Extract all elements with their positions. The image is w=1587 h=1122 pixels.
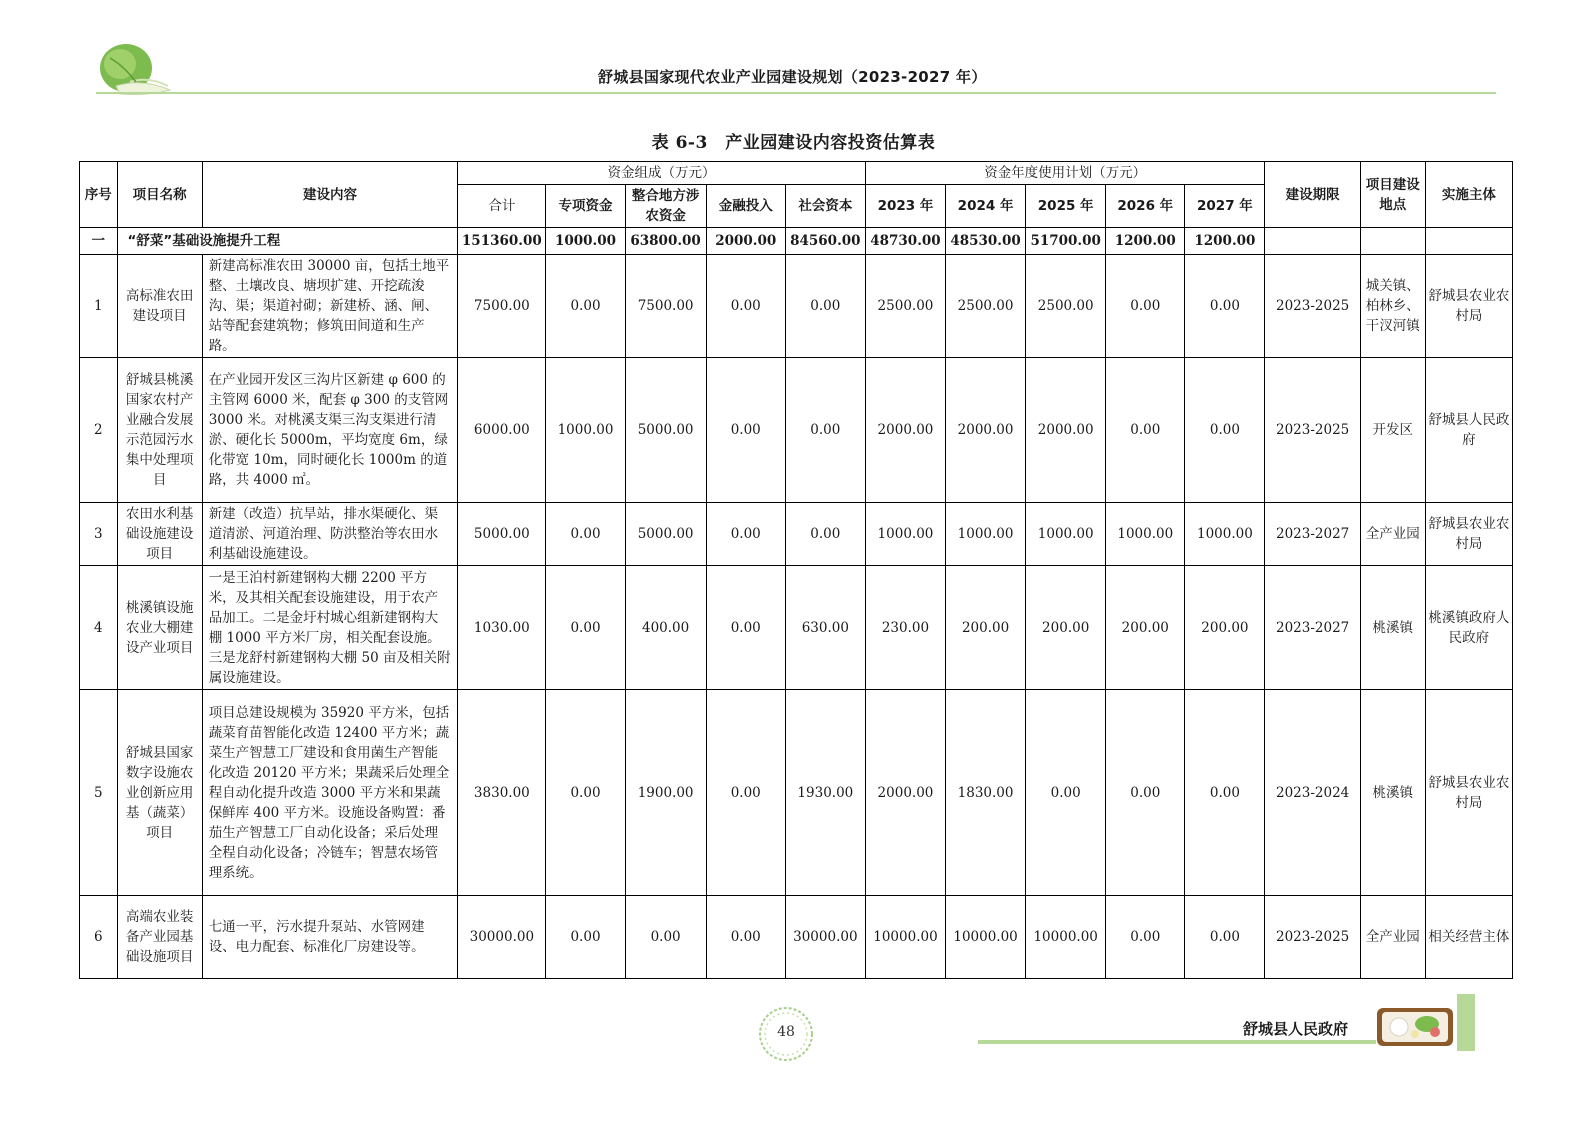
header-special: 专项资金 (546, 185, 625, 228)
row-y2026: 200.00 (1106, 566, 1185, 690)
row-owner: 桃溪镇政府人民政府 (1425, 566, 1512, 690)
row-y2024: 2000.00 (946, 358, 1026, 503)
table-row (80, 896, 1513, 979)
row-y2025: 2000.00 (1026, 358, 1106, 503)
summary-y2026: 1200.00 (1106, 228, 1185, 255)
header-integrated: 整合地方涉农资金 (625, 185, 706, 228)
row-y2024: 1830.00 (946, 690, 1026, 896)
table-row (80, 566, 1513, 690)
row-social: 30000.00 (785, 896, 865, 979)
header-period: 建设期限 (1265, 162, 1360, 228)
row-total: 1030.00 (458, 566, 546, 690)
row-project-name: 舒城县国家数字设施农业创新应用基（蔬菜）项目 (117, 690, 202, 896)
row-finance: 0.00 (706, 503, 785, 566)
table-row (80, 358, 1513, 503)
row-content: 新建（改造）抗旱站，排水渠硬化、渠道清淤、河道治理、防洪整治等农田水利基础设施建设。 (202, 503, 458, 566)
header-funding-group: 资金组成（万元） (458, 162, 866, 185)
row-project-name: 高标准农田建设项目 (117, 255, 202, 358)
row-owner: 舒城县农业农村局 (1425, 690, 1512, 896)
row-finance: 0.00 (706, 690, 785, 896)
summary-total: 151360.00 (458, 228, 546, 255)
row-seq: 2 (80, 358, 118, 503)
row-y2027: 200.00 (1185, 566, 1265, 690)
table-caption: 表 6-3 产业园建设内容投资估算表 (651, 133, 936, 153)
summary-integrated: 63800.00 (625, 228, 706, 255)
summary-y2025: 51700.00 (1026, 228, 1106, 255)
row-y2023: 2000.00 (865, 690, 945, 896)
row-location: 桃溪镇 (1360, 690, 1425, 896)
row-period: 2023-2025 (1265, 358, 1360, 503)
row-y2023: 2500.00 (865, 255, 945, 358)
row-y2025: 200.00 (1026, 566, 1106, 690)
summary-finance: 2000.00 (706, 228, 785, 255)
row-y2026: 1000.00 (1106, 503, 1185, 566)
row-y2023: 230.00 (865, 566, 945, 690)
summary-period (1265, 228, 1360, 255)
row-y2024: 10000.00 (946, 896, 1026, 979)
table-header-row (80, 162, 1513, 185)
header-seq: 序号 (80, 162, 118, 228)
row-period: 2023-2027 (1265, 503, 1360, 566)
header-y2027: 2027 年 (1185, 185, 1265, 228)
header-y2025: 2025 年 (1026, 185, 1106, 228)
row-project-name: 高端农业装备产业园基础设施项目 (117, 896, 202, 979)
row-finance: 0.00 (706, 566, 785, 690)
row-content: 一是王泊村新建钢构大棚 2200 平方米，及其相关配套设施建设，用于农产品加工。二是金圩村城心组新建钢构大棚 1000 平方米厂房，相关配套设施。三是龙舒村新建钢构大棚 50 亩及相关附属设施建设。 (202, 566, 458, 690)
row-y2027: 0.00 (1185, 255, 1265, 358)
summary-special: 1000.00 (546, 228, 625, 255)
row-seq: 6 (80, 896, 118, 979)
summary-location (1360, 228, 1425, 255)
row-integrated: 400.00 (625, 566, 706, 690)
row-owner: 舒城县农业农村局 (1425, 503, 1512, 566)
table-row (80, 503, 1513, 566)
page-number: 48 (777, 1024, 795, 1040)
row-location: 城关镇、柏林乡、干汊河镇 (1360, 255, 1425, 358)
row-integrated: 5000.00 (625, 358, 706, 503)
summary-y2027: 1200.00 (1185, 228, 1265, 255)
row-finance: 0.00 (706, 358, 785, 503)
header-location: 项目建设地点 (1360, 162, 1425, 228)
footer-accent-bar (1457, 994, 1475, 1051)
header-y2023: 2023 年 (865, 185, 945, 228)
row-integrated: 5000.00 (625, 503, 706, 566)
header-y2024: 2024 年 (946, 185, 1026, 228)
row-period: 2023-2025 (1265, 896, 1360, 979)
bok-choy-icon (96, 38, 178, 98)
row-seq: 1 (80, 255, 118, 358)
row-y2025: 1000.00 (1026, 503, 1106, 566)
header-total: 合计 (458, 185, 546, 228)
row-y2025: 2500.00 (1026, 255, 1106, 358)
row-y2026: 0.00 (1106, 690, 1185, 896)
row-owner: 舒城县农业农村局 (1425, 255, 1512, 358)
footer-divider (978, 1040, 1376, 1044)
row-seq: 3 (80, 503, 118, 566)
row-y2027: 0.00 (1185, 896, 1265, 979)
row-special: 0.00 (546, 896, 625, 979)
row-integrated: 0.00 (625, 896, 706, 979)
row-special: 1000.00 (546, 358, 625, 503)
row-seq: 4 (80, 566, 118, 690)
row-period: 2023-2024 (1265, 690, 1360, 896)
row-total: 30000.00 (458, 896, 546, 979)
row-social: 0.00 (785, 255, 865, 358)
row-y2027: 0.00 (1185, 690, 1265, 896)
row-y2024: 200.00 (946, 566, 1026, 690)
header-social: 社会资本 (785, 185, 865, 228)
row-project-name: 桃溪镇设施农业大棚建设产业项目 (117, 566, 202, 690)
row-y2026: 0.00 (1106, 255, 1185, 358)
row-integrated: 7500.00 (625, 255, 706, 358)
row-project-name: 农田水利基础设施建设项目 (117, 503, 202, 566)
row-seq: 5 (80, 690, 118, 896)
header-project-name: 项目名称 (117, 162, 202, 228)
row-total: 3830.00 (458, 690, 546, 896)
row-special: 0.00 (546, 690, 625, 896)
row-location: 桃溪镇 (1360, 566, 1425, 690)
row-owner: 相关经营主体 (1425, 896, 1512, 979)
row-period: 2023-2025 (1265, 255, 1360, 358)
row-location: 全产业园 (1360, 503, 1425, 566)
row-location: 开发区 (1360, 358, 1425, 503)
row-y2026: 0.00 (1106, 358, 1185, 503)
header-divider (96, 92, 1496, 94)
row-content: 项目总建设规模为 35920 平方米，包括蔬菜育苗智能化改造 12400 平方米；蔬菜生产智慧工厂建设和食用菌生产智能化改造 20120 平方米；果蔬采后处理全程自动化提升改造 3000 平方米和果蔬保鲜库 400 平方米。设施设备购置：番茄生产智慧工厂自动化设备；采后处理全程自动化设备；冷链车；智慧农场管理系统。 (202, 690, 458, 896)
row-content: 七通一平，污水提升泵站、水管网建设、电力配套、标准化厂房建设等。 (202, 896, 458, 979)
row-content: 在产业园开发区三沟片区新建 φ 600 的主管网 6000 米，配套 φ 300 的支管网 3000 米。对桃溪支渠三沟支渠进行清淤、硬化长 5000m，平均宽度 6m，绿化带宽 10m，同时硬化长 1000m 的道路，共 4000 ㎡。 (202, 358, 458, 503)
row-social: 0.00 (785, 358, 865, 503)
row-special: 0.00 (546, 566, 625, 690)
row-finance: 0.00 (706, 255, 785, 358)
row-y2023: 2000.00 (865, 358, 945, 503)
row-y2026: 0.00 (1106, 896, 1185, 979)
row-social: 1930.00 (785, 690, 865, 896)
row-y2024: 2500.00 (946, 255, 1026, 358)
header-owner: 实施主体 (1425, 162, 1512, 228)
row-y2025: 10000.00 (1026, 896, 1106, 979)
row-owner: 舒城县人民政府 (1425, 358, 1512, 503)
row-content: 新建高标准农田 30000 亩，包括土地平整、土壤改良、塘坝扩建、开挖疏浚沟、渠；渠道衬砌；新建桥、涵、闸、站等配套建筑物；修筑田间道和生产路。 (202, 255, 458, 358)
row-total: 6000.00 (458, 358, 546, 503)
row-total: 5000.00 (458, 503, 546, 566)
row-special: 0.00 (546, 503, 625, 566)
header-finance: 金融投入 (706, 185, 785, 228)
header-content: 建设内容 (202, 162, 458, 228)
row-y2023: 10000.00 (865, 896, 945, 979)
footer-organization: 舒城县人民政府 (1243, 1020, 1349, 1038)
summary-owner (1425, 228, 1512, 255)
vegetable-basket-icon (1375, 1002, 1455, 1050)
row-total: 7500.00 (458, 255, 546, 358)
row-y2024: 1000.00 (946, 503, 1026, 566)
document-header-title: 舒城县国家现代农业产业园建设规划（2023-2027 年） (598, 68, 987, 86)
summary-name: “舒菜”基础设施提升工程 (117, 228, 458, 255)
row-y2027: 1000.00 (1185, 503, 1265, 566)
row-finance: 0.00 (706, 896, 785, 979)
row-social: 0.00 (785, 503, 865, 566)
summary-y2023: 48730.00 (865, 228, 945, 255)
summary-row (80, 228, 1513, 255)
header-plan-group: 资金年度使用计划（万元） (865, 162, 1265, 185)
header-y2026: 2026 年 (1106, 185, 1185, 228)
row-special: 0.00 (546, 255, 625, 358)
row-social: 630.00 (785, 566, 865, 690)
row-project-name: 舒城县桃溪国家农村产业融合发展示范园污水集中处理项目 (117, 358, 202, 503)
summary-seq: 一 (80, 228, 118, 255)
row-integrated: 1900.00 (625, 690, 706, 896)
summary-y2024: 48530.00 (946, 228, 1026, 255)
row-period: 2023-2027 (1265, 566, 1360, 690)
row-y2023: 1000.00 (865, 503, 945, 566)
table-row (80, 255, 1513, 358)
investment-estimate-table (79, 161, 1513, 979)
row-y2025: 0.00 (1026, 690, 1106, 896)
row-location: 全产业园 (1360, 896, 1425, 979)
table-row (80, 690, 1513, 896)
row-y2027: 0.00 (1185, 358, 1265, 503)
summary-social: 84560.00 (785, 228, 865, 255)
